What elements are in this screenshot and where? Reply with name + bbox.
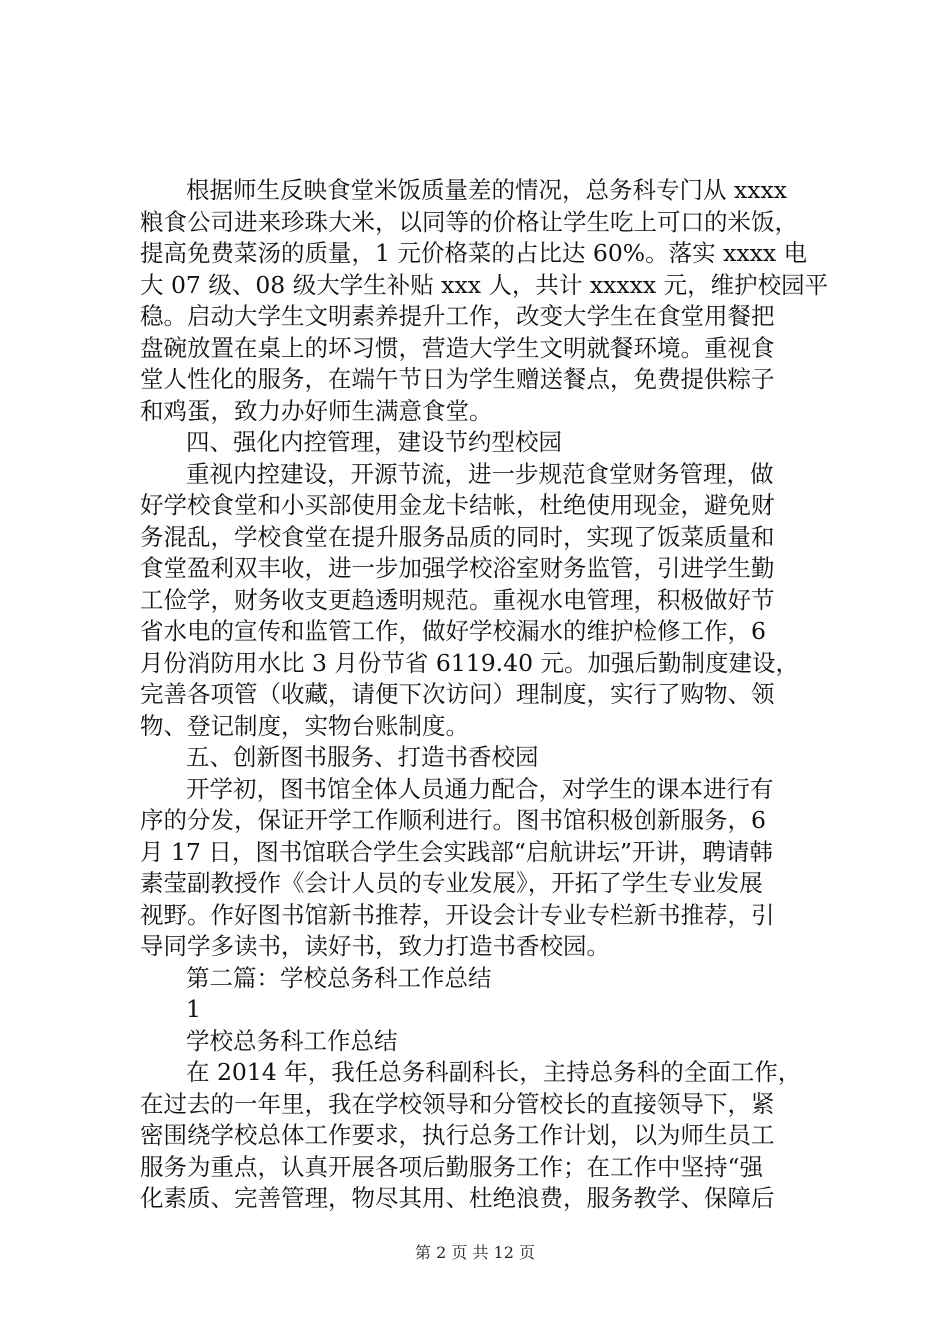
paragraph-line: 提高免费菜汤的质量，1 元价格菜的占比达 60%。落实 xxxx 电: [140, 239, 808, 267]
paragraph-line: 在 2014 年，我任总务科副科长，主持总务科的全面工作，: [186, 1058, 802, 1086]
paragraph-line: 好学校食堂和小买部使用金龙卡结帐，杜绝使用现金，避免财: [140, 491, 775, 519]
paragraph-line: 开学初，图书馆全体人员通力配合，对学生的课本进行有: [186, 774, 774, 803]
paragraph-line: 密围绕学校总体工作要求，执行总务工作计划，以为师生员工: [140, 1121, 775, 1149]
section-heading: 四、强化内控管理，建设节约型校园: [186, 428, 562, 456]
section-heading: 五、创新图书服务、打造书香校园: [186, 743, 539, 771]
paragraph-line: 视野。作好图书馆新书推荐，开设会计专业专栏新书推荐，引: [140, 900, 775, 929]
paragraph-line: 省水电的宣传和监管工作，做好学校漏水的维护检修工作，6: [140, 617, 766, 645]
paragraph-line: 物、登记制度，实物台账制度。: [140, 711, 469, 740]
page-number-footer: 第 2 页 共 12 页: [415, 1243, 535, 1262]
paragraph-line: 服务为重点，认真开展各项后勤服务工作；在工作中坚持“强: [140, 1152, 764, 1181]
paragraph-line: 和鸡蛋，致力办好师生满意食堂。: [140, 396, 493, 425]
paragraph-line: 堂人性化的服务，在端午节日为学生赠送餐点，免费提供粽子: [140, 365, 775, 393]
paragraph-line: 稳。启动大学生文明素养提升工作，改变大学生在食堂用餐把: [140, 302, 775, 330]
paragraph-line: 月 17 日，图书馆联合学生会实践部“启航讲坛”开讲，聘请韩: [140, 837, 773, 866]
paragraph-line: 序的分发，保证开学工作顺利进行。图书馆积极创新服务，6: [140, 806, 766, 834]
chapter-heading: 第二篇：学校总务科工作总结: [186, 963, 492, 992]
paragraph-line: 粮食公司进来珍珠大米，以同等的价格让学生吃上可口的米饭，: [140, 207, 798, 236]
paragraph-line: 重视内控建设，开源节流，进一步规范食堂财务管理，做: [186, 459, 774, 488]
paragraph-line: 食堂盈利双丰收，进一步加强学校浴室财务监管，引进学生勤: [140, 554, 775, 582]
paragraph-line: 素莹副教授作《会计人员的专业发展》，开拓了学生专业发展: [140, 869, 763, 897]
paragraph-line: 工俭学，财务收支更趋透明规范。重视水电管理，积极做好节: [140, 585, 775, 614]
chapter-number: 1: [186, 995, 201, 1023]
paragraph-line: 根据师生反映食堂米饭质量差的情况，总务科专门从 xxxx: [186, 176, 787, 204]
paragraph-line: 在过去的一年里，我在学校领导和分管校长的直接领导下，紧: [140, 1089, 775, 1118]
paragraph-line: 务混乱，学校食堂在提升服务品质的同时，实现了饭菜质量和: [140, 522, 775, 551]
document-body: [140, 175, 840, 1215]
paragraph-line: 大 07 级、08 级大学生补贴 xxx 人，共计 xxxxx 元，维护校园平: [140, 270, 829, 299]
paragraph-line: 盘碗放置在桌上的坏习惯，营造大学生文明就餐环境。重视食: [140, 333, 775, 362]
paragraph-line: 完善各项管（收藏，请便下次访问）理制度，实行了购物、领: [140, 680, 775, 708]
paragraph-line: 导同学多读书，读好书，致力打造书香校园。: [140, 932, 610, 960]
paragraph-line: 化素质、完善管理，物尽其用、杜绝浪费，服务教学、保障后: [140, 1184, 775, 1212]
chapter-title: 学校总务科工作总结: [186, 1026, 398, 1055]
paragraph-line: 月份消防用水比 3 月份节省 6119.40 元。加强后勤制度建设，: [140, 648, 800, 677]
